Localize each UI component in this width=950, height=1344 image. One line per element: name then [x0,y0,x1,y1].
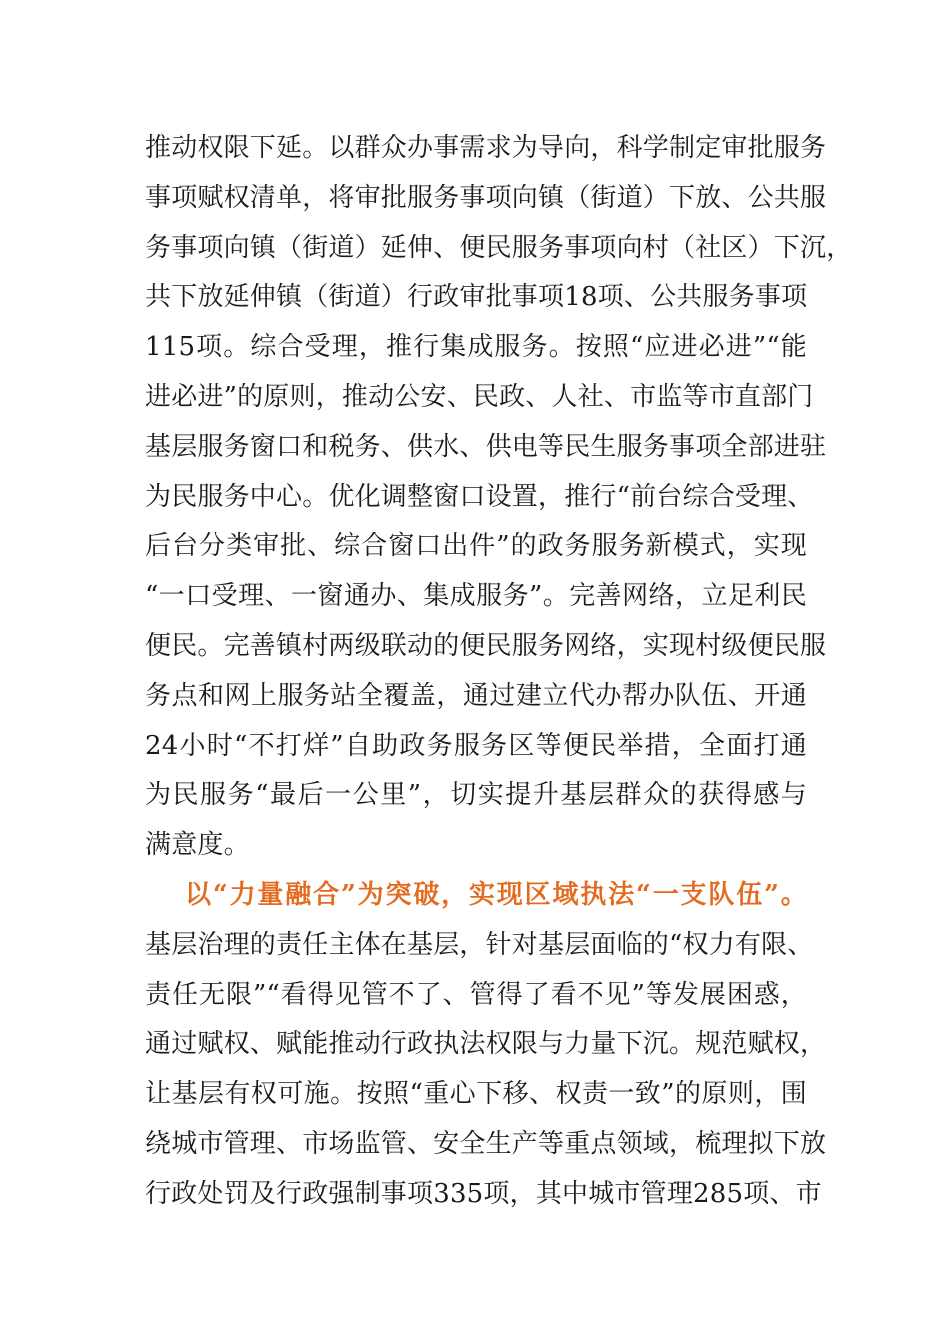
paragraph-line: 务事项向镇（街道）延伸、便民服务事项向村（社区）下沉， [145,232,853,263]
paragraph-line: 通过赋权、赋能推动行政执法权限与力量下沉。规范赋权， [145,1029,827,1060]
paragraph-line: 进必进”的原则，推动公安、民政、人社、市监等市直部门 [145,381,814,412]
paragraph-line: 推动权限下延。以群众办事需求为导向，科学制定审批服务 [145,133,827,163]
paragraph-line: 让基层有权可施。按照“重心下移、权责一致”的原则，围 [145,1079,807,1110]
paragraph-line: 行政处罚及行政强制事项335项，其中城市管理285项、市 [145,1178,822,1209]
paragraph-line: 24小时“不打烊”自助政务服务区等便民举措，全面打通 [145,730,807,761]
paragraph-line: 基层服务窗口和税务、供水、供电等民生服务事项全部进驻 [145,431,827,462]
paragraph-line: 为民服务中心。优化调整窗口设置，推行“前台综合受理、 [145,481,814,512]
document-page [145,124,853,1220]
section-heading: 以“力量融合”为突破，实现区域执法“一支队伍”。 [185,879,807,910]
paragraph-line: 共下放延伸镇（街道）行政审批事项18项、公共服务事项 [145,282,808,313]
paragraph-line: 基层治理的责任主体在基层，针对基层面临的“权力有限、 [145,929,814,960]
paragraph-line: 后台分类审批、综合窗口出件”的政务服务新模式，实现 [145,531,807,562]
paragraph-line: 115项。综合受理，推行集成服务。按照“应进必进”“能 [145,332,807,363]
paragraph-line: 绕城市管理、市场监管、安全生产等重点领域，梳理拟下放 [145,1128,827,1159]
paragraph-line: “一口受理、一窗通办、集成服务”。完善网络，立足利民 [145,581,807,612]
paragraph-line: 便民。完善镇村两级联动的便民服务网络，实现村级便民服 [145,630,827,661]
paragraph-line: 满意度。 [145,830,250,861]
paragraph-line: 事项赋权清单，将审批服务事项向镇（街道）下放、公共服 [145,182,827,213]
paragraph-line: 为民服务“最后一公里”，切实提升基层群众的获得感与 [145,780,807,811]
paragraph-line: 责任无限”“看得见管不了、管得了看不见”等发展困惑， [145,979,807,1010]
paragraph-line: 务点和网上服务站全覆盖，通过建立代办帮办队伍、开通 [145,680,807,711]
